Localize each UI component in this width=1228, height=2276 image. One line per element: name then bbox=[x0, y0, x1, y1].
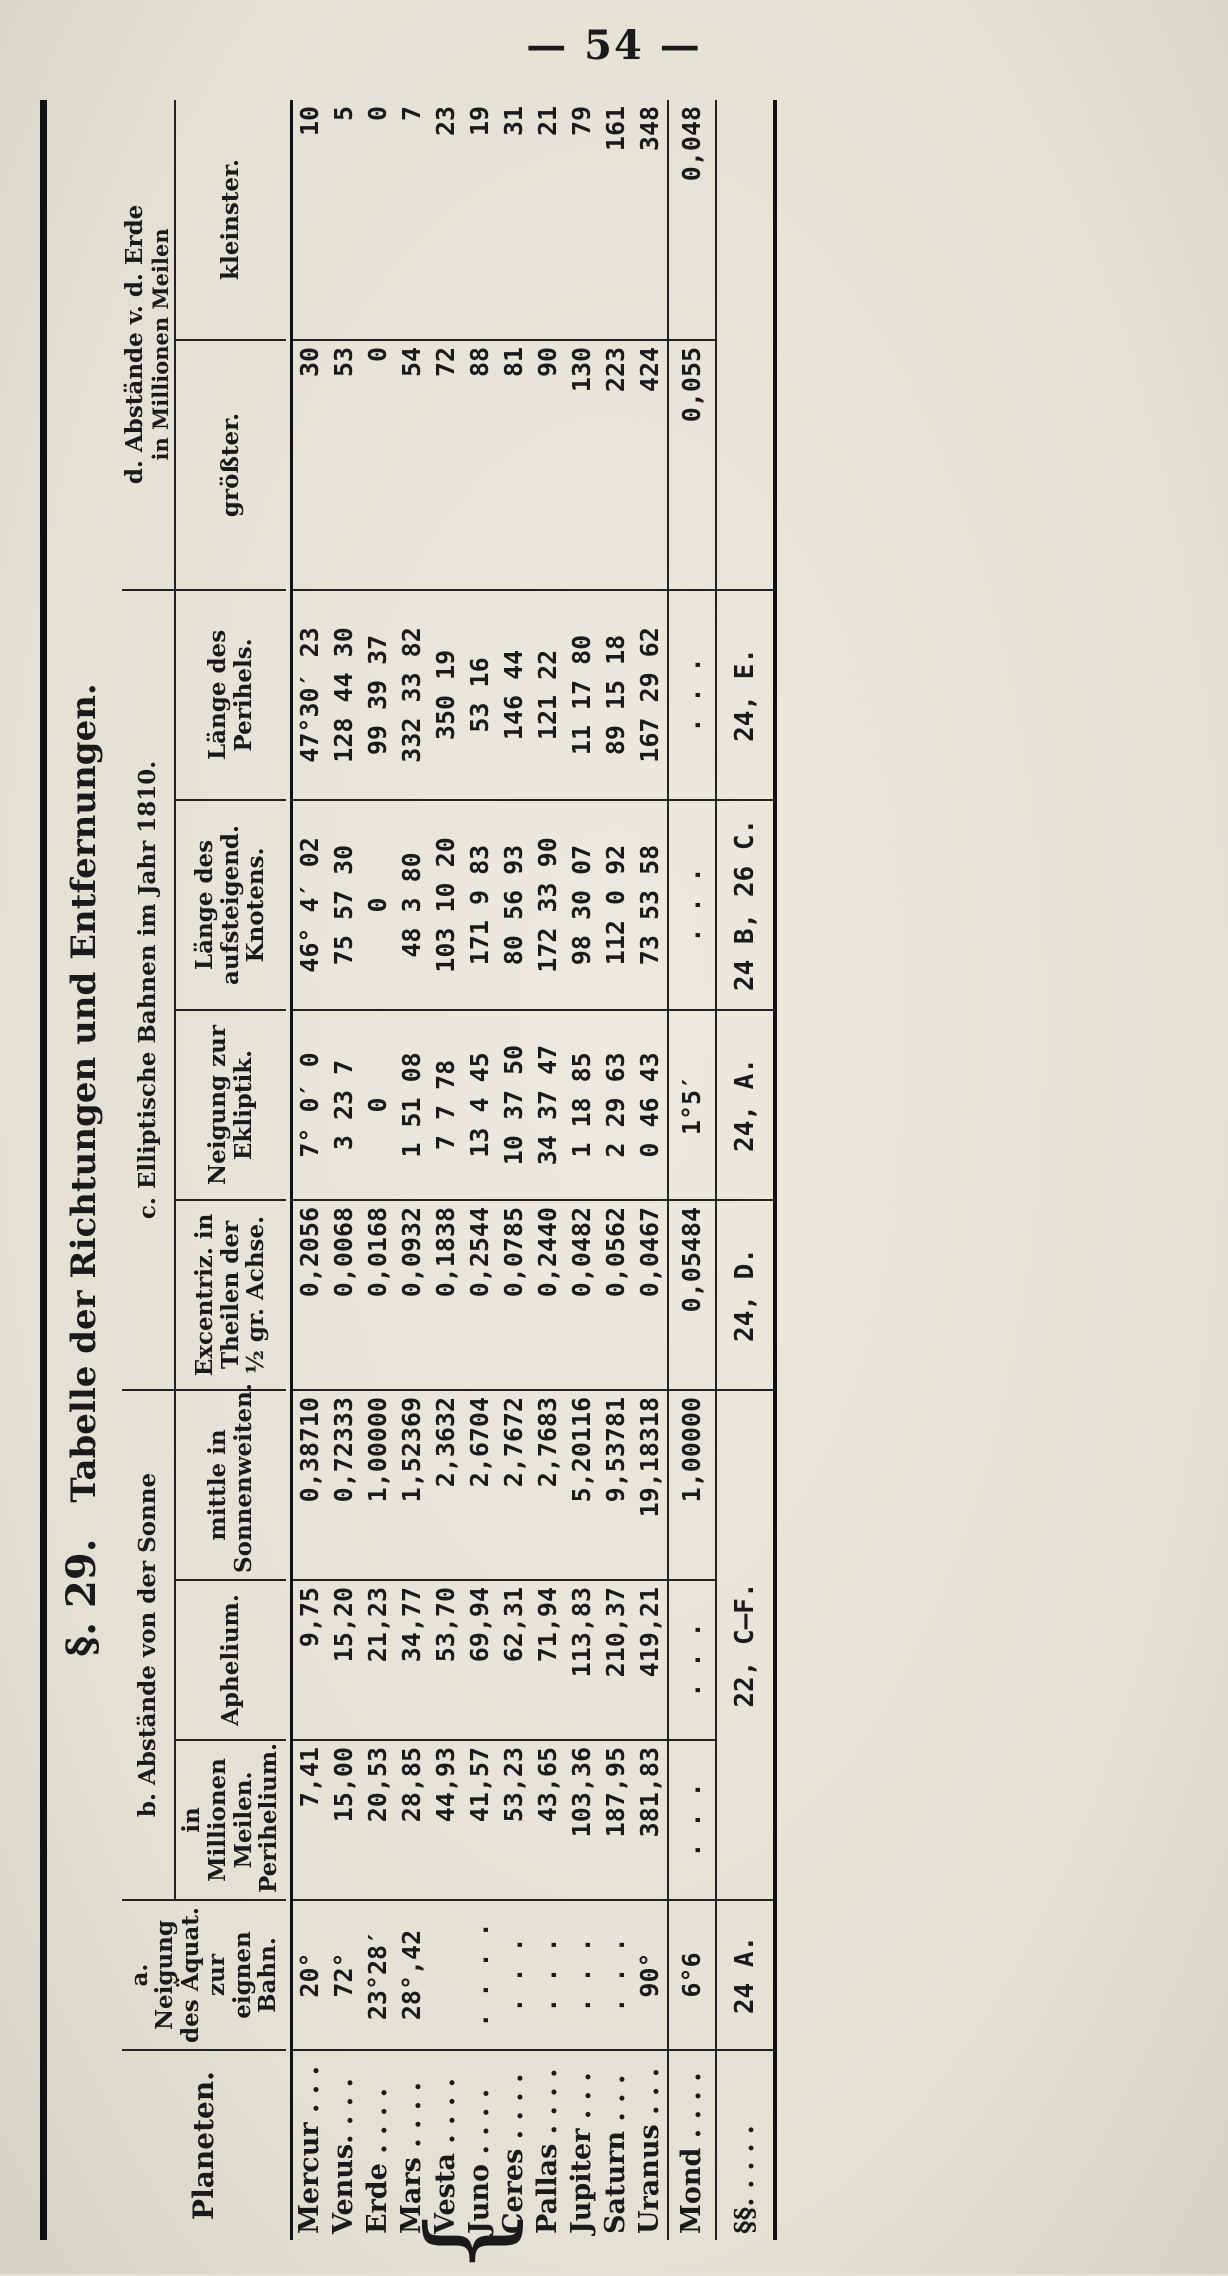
cell-peri: 53,23 bbox=[497, 1740, 531, 1900]
planet-name: Pallas . . . . bbox=[532, 2068, 563, 2234]
cell-peri: 187,95 bbox=[599, 1740, 633, 1900]
cell-aph: 15,20 bbox=[327, 1580, 361, 1740]
table-row bbox=[565, 100, 599, 2240]
cell-max: 90 bbox=[531, 340, 565, 590]
cell-mid: 19,18318 bbox=[633, 1390, 668, 1580]
cell-min: 348 bbox=[633, 100, 668, 340]
planet-name: Juno . . . . bbox=[464, 2088, 495, 2234]
cell-aph: . . . bbox=[668, 1580, 716, 1740]
cell-max: 0,055 bbox=[668, 340, 716, 590]
cell-max: 130 bbox=[565, 340, 599, 590]
ref-c1: 24, D. bbox=[716, 1200, 775, 1390]
cell-exc: 0,2440 bbox=[531, 1200, 565, 1390]
cell-exc: 0,1838 bbox=[429, 1200, 463, 1390]
cell-a: 6°6 bbox=[668, 1900, 716, 2050]
planet-name: Jupiter . . . bbox=[566, 2072, 597, 2234]
cell-perih: 99 39 37 bbox=[361, 590, 395, 800]
ref-label: §§. . . . . bbox=[716, 2050, 775, 2240]
cell-perih: 128 44 30 bbox=[327, 590, 361, 800]
planet-name: Uranus . . . bbox=[634, 2067, 665, 2234]
cell-aph: 210,37 bbox=[599, 1580, 633, 1740]
cell-min: 21 bbox=[531, 100, 565, 340]
section-number: §. 29. bbox=[58, 1538, 105, 1657]
cell-perih: . . . bbox=[668, 590, 716, 800]
cell-max: 88 bbox=[463, 340, 497, 590]
cell-incl: 1°5′ bbox=[668, 1010, 716, 1200]
cell-peri: 381,83 bbox=[633, 1740, 668, 1900]
cell-incl: 1 18 85 bbox=[565, 1010, 599, 1200]
cell-perih: 53 16 bbox=[463, 590, 497, 800]
planet-name: Mercur . . . bbox=[294, 2066, 325, 2234]
cell-mid: 0,72333 bbox=[327, 1390, 361, 1580]
d-group-header bbox=[122, 100, 175, 590]
cell-incl: 13 4 45 bbox=[463, 1010, 497, 1200]
ref-b: 22, C—F. bbox=[716, 1390, 775, 1900]
cell-a: . . . . bbox=[463, 1900, 497, 2050]
row-name: Mond . . . . bbox=[668, 2050, 716, 2240]
top-rule bbox=[40, 100, 47, 2240]
perihelion-longitude-header: Länge des Perihels. bbox=[175, 590, 286, 800]
cell-aph: 53,70 bbox=[429, 1580, 463, 1740]
table-row bbox=[291, 100, 327, 2240]
cell-min: 0,048 bbox=[668, 100, 716, 340]
b-group-header: b. Abstände von der Sonne bbox=[122, 1390, 175, 1900]
cell-peri: 44,93 bbox=[429, 1740, 463, 1900]
cell-node: 73 53 58 bbox=[633, 800, 668, 1010]
cell-incl: 10 37 50 bbox=[497, 1010, 531, 1200]
cell-a: 28°,42 bbox=[395, 1900, 429, 2050]
planet-name: Mars . . . . bbox=[396, 2081, 427, 2234]
cell-min: 79 bbox=[565, 100, 599, 340]
cell-peri: 28,85 bbox=[395, 1740, 429, 1900]
cell-exc: 0,0785 bbox=[497, 1200, 531, 1390]
cell-mid: 5,20116 bbox=[565, 1390, 599, 1580]
table-row bbox=[395, 100, 429, 2240]
cell-node: 48 3 80 bbox=[395, 800, 429, 1010]
table-row bbox=[429, 100, 463, 2240]
perihelium-header: in Millionen Meilen. Perihelium. bbox=[175, 1740, 286, 1900]
cell-min: 0 bbox=[361, 100, 395, 340]
cell-peri: 15,00 bbox=[327, 1740, 361, 1900]
cell-aph: 9,75 bbox=[291, 1580, 327, 1740]
cell-incl: 34 37 47 bbox=[531, 1010, 565, 1200]
cell-incl: 3 23 7 bbox=[327, 1010, 361, 1200]
cell-max: 54 bbox=[395, 340, 429, 590]
cell-exc: 0,0068 bbox=[327, 1200, 361, 1390]
cell-max: 72 bbox=[429, 340, 463, 590]
cell-mid: 0,38710 bbox=[291, 1390, 327, 1580]
max-distance-header: größter. bbox=[175, 340, 286, 590]
cell-min: 7 bbox=[395, 100, 429, 340]
planet-name: Venus. . . . bbox=[328, 2078, 359, 2234]
a-header: a. Neigung des Äquat. zur eignen Bahn. bbox=[122, 1900, 286, 2050]
planet-name: Vesta . . . . bbox=[430, 2077, 461, 2234]
cell-mid: 2,7683 bbox=[531, 1390, 565, 1580]
ref-c3: 24 B, 26 C. bbox=[716, 800, 775, 1010]
cell-incl: 7° 0′ 0 bbox=[291, 1010, 327, 1200]
cell-min: 10 bbox=[291, 100, 327, 340]
cell-max: 223 bbox=[599, 340, 633, 590]
planets-header: Planeten. bbox=[187, 2071, 221, 2220]
inclination-header: Neigung zur Ekliptik. bbox=[175, 1010, 286, 1200]
cell-aph: 113,83 bbox=[565, 1580, 599, 1740]
cell-max: 81 bbox=[497, 340, 531, 590]
node-longitude-header: Länge des aufsteigend. Knotens. bbox=[175, 800, 286, 1010]
cell-mid: 2,3632 bbox=[429, 1390, 463, 1580]
cell-a: . . . bbox=[565, 1900, 599, 2050]
cell-a bbox=[429, 1900, 463, 2050]
cell-node: 0 bbox=[361, 800, 395, 1010]
table-row-references bbox=[716, 100, 775, 2240]
d-group-unit: in Millionen Meilen bbox=[147, 228, 173, 461]
cell-peri: 41,57 bbox=[463, 1740, 497, 1900]
cell-node: 75 57 30 bbox=[327, 800, 361, 1010]
cell-min: 5 bbox=[327, 100, 361, 340]
table-row-moon bbox=[668, 100, 716, 2240]
cell-perih: 47°30′ 23 bbox=[291, 590, 327, 800]
cell-perih: 121 22 bbox=[531, 590, 565, 800]
cell-node: 112 0 92 bbox=[599, 800, 633, 1010]
cell-peri: 7,41 bbox=[291, 1740, 327, 1900]
table-row bbox=[327, 100, 361, 2240]
aphelium-header: Aphelium. bbox=[175, 1580, 286, 1740]
table-row bbox=[599, 100, 633, 2240]
cell-perih: 146 44 bbox=[497, 590, 531, 800]
cell-mid: 9,53781 bbox=[599, 1390, 633, 1580]
data-table bbox=[122, 100, 777, 2240]
ref-c2: 24, A. bbox=[716, 1010, 775, 1200]
planet-name: Saturn . . . bbox=[600, 2074, 631, 2234]
cell-node: 103 10 20 bbox=[429, 800, 463, 1010]
cell-max: 53 bbox=[327, 340, 361, 590]
cell-perih: 332 33 82 bbox=[395, 590, 429, 800]
cell-mid: 1,52369 bbox=[395, 1390, 429, 1580]
cell-peri: . . . bbox=[668, 1740, 716, 1900]
planet-name: Erde . . . . bbox=[362, 2087, 393, 2234]
cell-incl: 1 51 08 bbox=[395, 1010, 429, 1200]
mean-distance-header: mittle in Sonnenweiten. bbox=[175, 1390, 286, 1580]
cell-exc: 0,0467 bbox=[633, 1200, 668, 1390]
table-row bbox=[633, 100, 668, 2240]
cell-a: 23°28′ bbox=[361, 1900, 395, 2050]
cell-peri: 103,36 bbox=[565, 1740, 599, 1900]
cell-exc: 0,2056 bbox=[291, 1200, 327, 1390]
cell-max: 0 bbox=[361, 340, 395, 590]
cell-incl: 7 7 78 bbox=[429, 1010, 463, 1200]
ref-a: 24 A. bbox=[716, 1900, 775, 2050]
cell-incl: 2 29 63 bbox=[599, 1010, 633, 1200]
ref-d bbox=[716, 100, 775, 590]
table-row bbox=[497, 100, 531, 2240]
cell-mid: 1,00000 bbox=[668, 1390, 716, 1580]
cell-min: 19 bbox=[463, 100, 497, 340]
cell-max: 424 bbox=[633, 340, 668, 590]
cell-exc: 0,0562 bbox=[599, 1200, 633, 1390]
cell-peri: 20,53 bbox=[361, 1740, 395, 1900]
planet-name: Ceres . . . . bbox=[498, 2073, 529, 2234]
page-number: — 54 — bbox=[526, 22, 702, 69]
table-title bbox=[58, 100, 110, 2240]
cell-aph: 34,77 bbox=[395, 1580, 429, 1740]
rotated-table-page bbox=[40, 100, 1080, 2276]
cell-mid: 2,6704 bbox=[463, 1390, 497, 1580]
cell-node: . . . bbox=[668, 800, 716, 1010]
cell-exc: 0,2544 bbox=[463, 1200, 497, 1390]
cell-node: 80 56 93 bbox=[497, 800, 531, 1010]
cell-aph: 71,94 bbox=[531, 1580, 565, 1740]
cell-incl: 0 bbox=[361, 1010, 395, 1200]
cell-node: 171 9 83 bbox=[463, 800, 497, 1010]
cell-node: 98 30 07 bbox=[565, 800, 599, 1010]
cell-aph: 62,31 bbox=[497, 1580, 531, 1740]
cell-min: 23 bbox=[429, 100, 463, 340]
cell-mid: 2,7672 bbox=[497, 1390, 531, 1580]
cell-a: . . . bbox=[531, 1900, 565, 2050]
min-distance-header: kleinster. bbox=[175, 100, 286, 340]
cell-mid: 1,00000 bbox=[361, 1390, 395, 1580]
table-row bbox=[531, 100, 565, 2240]
cell-node: 172 33 90 bbox=[531, 800, 565, 1010]
title-text: Tabelle der Richtungen und Entfernungen. bbox=[64, 683, 104, 1503]
d-group-title: d. Abstände v. d. Erde bbox=[121, 204, 148, 485]
cell-a: 72° bbox=[327, 1900, 361, 2050]
cell-a: . . . bbox=[497, 1900, 531, 2050]
ref-c4: 24, E. bbox=[716, 590, 775, 800]
cell-max: 30 bbox=[291, 340, 327, 590]
cell-perih: 167 29 62 bbox=[633, 590, 668, 800]
table-row bbox=[361, 100, 395, 2240]
cell-a: . . . bbox=[599, 1900, 633, 2050]
cell-perih: 11 17 80 bbox=[565, 590, 599, 800]
cell-peri: 43,65 bbox=[531, 1740, 565, 1900]
cell-a: 20° bbox=[291, 1900, 327, 2050]
cell-node: 46° 4′ 02 bbox=[291, 800, 327, 1010]
cell-exc: 0,05484 bbox=[668, 1200, 716, 1390]
cell-aph: 21,23 bbox=[361, 1580, 395, 1740]
cell-perih: 89 15 18 bbox=[599, 590, 633, 800]
asteroid-brace: { bbox=[403, 2206, 531, 2276]
cell-min: 31 bbox=[497, 100, 531, 340]
cell-a: 90° bbox=[633, 1900, 668, 2050]
cell-exc: 0,0168 bbox=[361, 1200, 395, 1390]
cell-exc: 0,0932 bbox=[395, 1200, 429, 1390]
cell-aph: 419,21 bbox=[633, 1580, 668, 1740]
cell-incl: 0 46 43 bbox=[633, 1010, 668, 1200]
cell-exc: 0,0482 bbox=[565, 1200, 599, 1390]
cell-min: 161 bbox=[599, 100, 633, 340]
cell-perih: 350 19 bbox=[429, 590, 463, 800]
c-group-header: c. Elliptische Bahnen im Jahr 1810. bbox=[122, 590, 175, 1390]
cell-aph: 69,94 bbox=[463, 1580, 497, 1740]
eccentricity-header: Excentriz. in Theilen der ½ gr. Achse. bbox=[175, 1200, 286, 1390]
table-row bbox=[463, 100, 497, 2240]
